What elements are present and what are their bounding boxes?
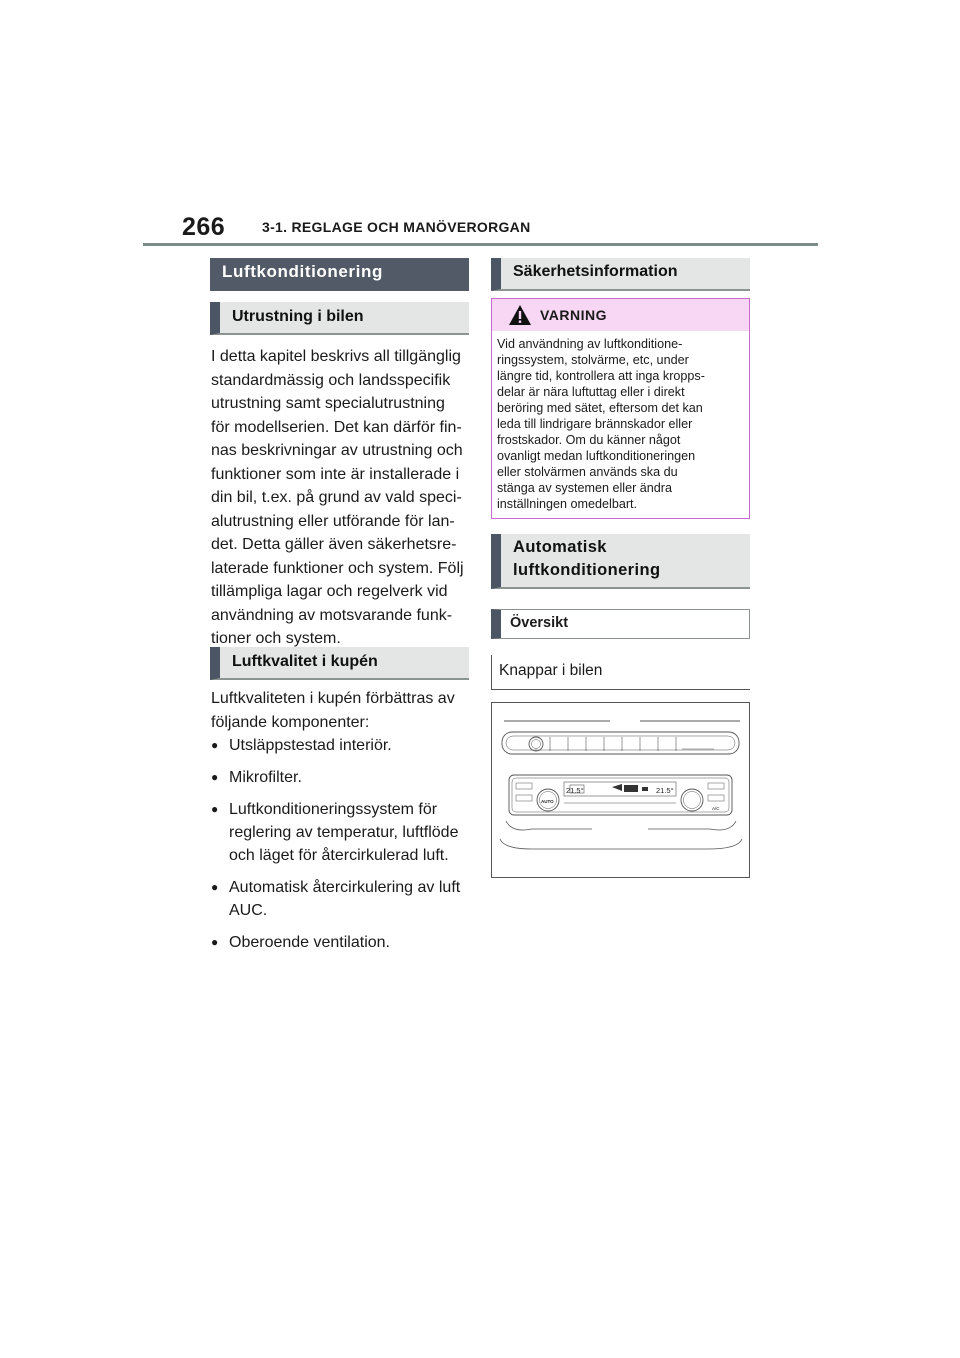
overview-heading bbox=[491, 609, 750, 639]
list-item: ● Utsläppstestad interiör. bbox=[211, 734, 473, 757]
auto-ac-heading-line2: luftkonditionering bbox=[513, 561, 661, 579]
climate-panel-figure bbox=[491, 702, 750, 878]
air-intro-line: följande komponenter: bbox=[211, 713, 370, 731]
main-title-band bbox=[210, 258, 469, 291]
list-item: ● Automatisk återcirkulering av luft AUC. bbox=[211, 876, 473, 922]
list-item: ● Oberoende ventilation. bbox=[211, 931, 473, 954]
safety-heading bbox=[491, 258, 750, 291]
sub-heading-air-quality bbox=[210, 647, 469, 680]
header-rule bbox=[143, 243, 818, 246]
climate-control-illustration bbox=[492, 703, 749, 877]
intro-line: laterade funktioner och system. Följ bbox=[211, 559, 464, 577]
intro-line: nas beskrivningar av utrustning och bbox=[211, 442, 463, 459]
overview-heading-text: Översikt bbox=[510, 615, 569, 631]
auto-button-label: AUTO bbox=[541, 799, 554, 804]
air-quality-list bbox=[211, 734, 473, 963]
intro-line: din bil, t.ex. på grund av vald speci- bbox=[211, 489, 462, 506]
auto-ac-heading-line1: Automatisk bbox=[513, 538, 607, 556]
intro-line: funktioner som inte är installerade i bbox=[211, 465, 460, 483]
air-intro-line: Luftkvaliteten i kupén förbättras av bbox=[211, 690, 455, 707]
intro-paragraph bbox=[211, 345, 471, 651]
warning-header bbox=[492, 299, 749, 331]
figure-caption: Knappar i bilen bbox=[499, 662, 603, 679]
intro-line: för modellserien. Det kan därför fin- bbox=[211, 418, 462, 436]
main-title: Luftkonditionering bbox=[222, 262, 383, 281]
sub-heading-equipment bbox=[210, 302, 469, 335]
intro-line: tillämpliga lagar och regelverk vid bbox=[211, 583, 448, 600]
safety-heading-text: Säkerhetsinformation bbox=[513, 263, 678, 280]
warning-label: VARNING bbox=[540, 307, 608, 323]
page-number: 266 bbox=[182, 213, 226, 241]
warning-box bbox=[491, 298, 750, 519]
list-item: ● Luftkonditioneringssystem för reglering av temperatur, luftflöde och läget för återcirkulerad luft. bbox=[211, 798, 473, 867]
intro-line: utrustning samt specialutrustning bbox=[211, 395, 445, 412]
section-header: 3-1. REGLAGE OCH MANÖVERORGAN bbox=[262, 219, 531, 235]
figure-caption-box bbox=[491, 655, 750, 690]
intro-line: standardmässig och landsspecifik bbox=[211, 371, 451, 389]
intro-line: tioner och system. bbox=[211, 630, 341, 647]
temp-right-label: 21.5° bbox=[656, 786, 674, 795]
temp-left-label: 21.5° bbox=[566, 786, 584, 795]
air-quality-intro bbox=[211, 687, 471, 734]
intro-line: I detta kapitel beskrivs all tillgänglig bbox=[211, 348, 461, 365]
intro-line: alutrustning eller utförande för lan- bbox=[211, 512, 455, 530]
sub-heading-equipment-text: Utrustning i bilen bbox=[232, 308, 364, 325]
intro-line: användning av motsvarande funk- bbox=[211, 606, 453, 624]
list-item: ● Mikrofilter. bbox=[211, 766, 473, 789]
auto-ac-heading bbox=[491, 534, 750, 589]
warning-triangle-icon bbox=[508, 304, 532, 326]
sub-heading-air-quality-text: Luftkvalitet i kupén bbox=[232, 653, 378, 670]
intro-line: det. Detta gäller även säkerhetsre- bbox=[211, 536, 457, 553]
ac-button-label: A/C bbox=[712, 806, 720, 811]
warning-text: Vid användning av luftkonditione- ringssystem, stolvärme, etc, under längre tid, kontrollera att inga kropps- delar är nära luftuttag eller i direkt beröring med sätet, eftersom det kan leda till lindrigare brännskador eller frostskador. Om du känner något ovanligt medan luftkonditioneringen eller stolvärmen används ska du stänga av systemen eller ändra inställningen omedelbart. bbox=[497, 337, 705, 511]
